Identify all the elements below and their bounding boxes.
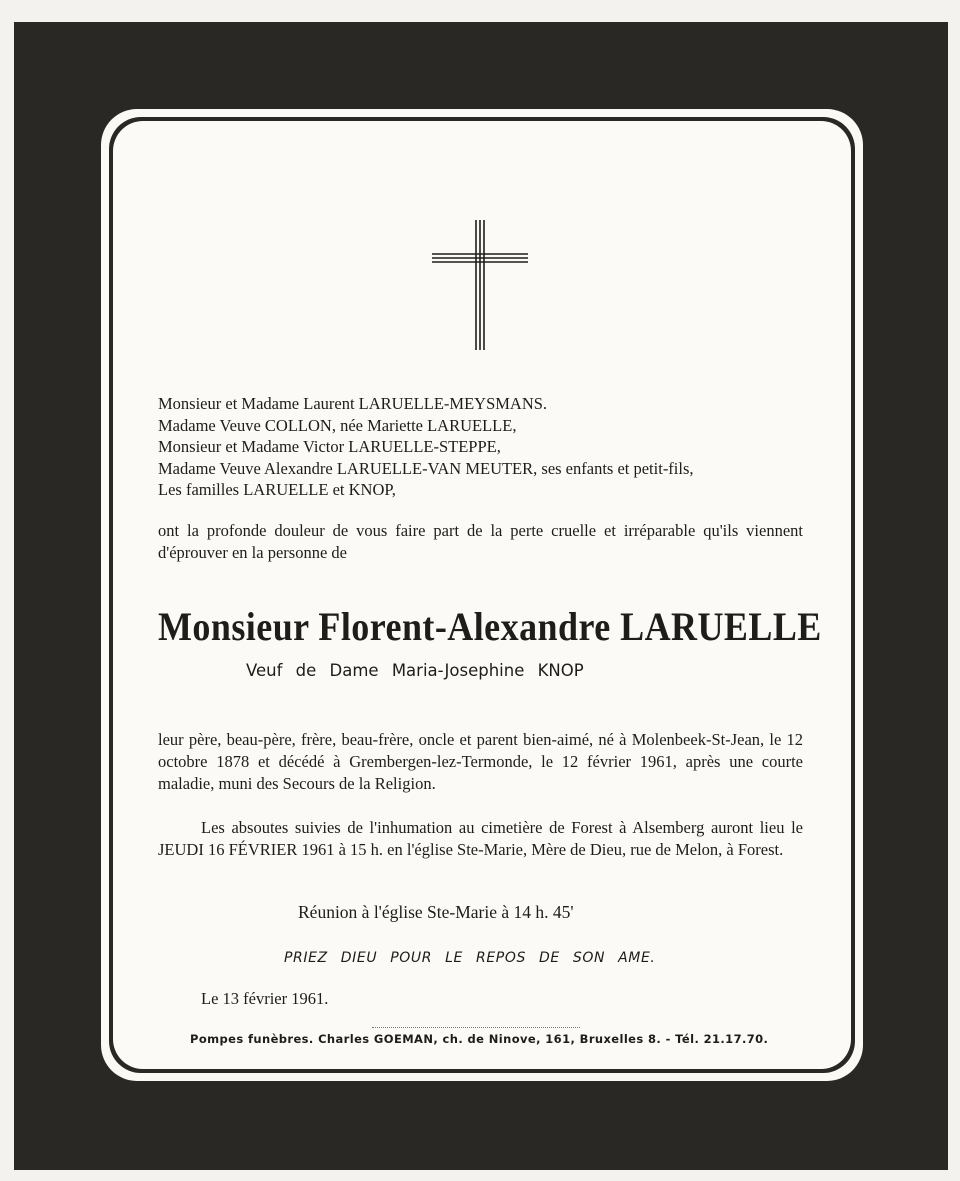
family-line: Monsieur et Madame Victor LARUELLE-STEPPE, [158,437,501,457]
latin-cross-icon [428,218,532,352]
funeral-details: Les absoutes suivies de l'inhumation au cimetière de Forest à Alsemberg auront lieu le JEUDI 16 FÉVRIER 1961 à 15 h. en l'église Ste-Marie, Mère de Dieu, rue de Melon, à Forest. [158,818,803,859]
announcement-text: ont la profonde douleur de vous faire part de la perte cruelle et irréparable qu'ils viennent d'éprouver en la personne de [158,521,803,562]
funeral-home-footer: Pompes funèbres. Charles GOEMAN, ch. de Ninove, 161, Bruxelles 8. - Tél. 21.17.70. [190,1032,769,1046]
dotted-divider [372,1027,580,1028]
widower-of: Veuf de Dame Maria-Josephine KNOP [246,661,584,680]
family-line: Monsieur et Madame Laurent LARUELLE-MEYSMANS. [158,394,548,413]
deceased-name: Monsieur Florent-Alexandre LARUELLE [158,604,822,649]
family-line: Madame Veuve Alexandre LARUELLE-VAN MEUTER, ses enfants et petit-fils, [158,458,694,478]
biography-text: leur père, beau-père, frère, beau-frère, oncle et parent bien-aimé, né à Molenbeek-St-Jean, le 12 octobre 1878 et décédé à Grembergen-lez-Termonde, le 12 février 1961, après une courte maladie, muni des Secours de la Religion. [158,730,803,793]
family-list [158,393,818,501]
reunion-time: Réunion à l'église Ste-Marie à 14 h. 45' [298,902,574,922]
notice-date: Le 13 février 1961. [201,989,329,1008]
prayer-line: PRIEZ DIEU POUR LE REPOS DE SON AME. [284,950,656,966]
family-line: Les familles LARUELLE et KNOP, [158,480,396,500]
family-line: Madame Veuve COLLON, née Mariette LARUELLE, [158,415,517,435]
